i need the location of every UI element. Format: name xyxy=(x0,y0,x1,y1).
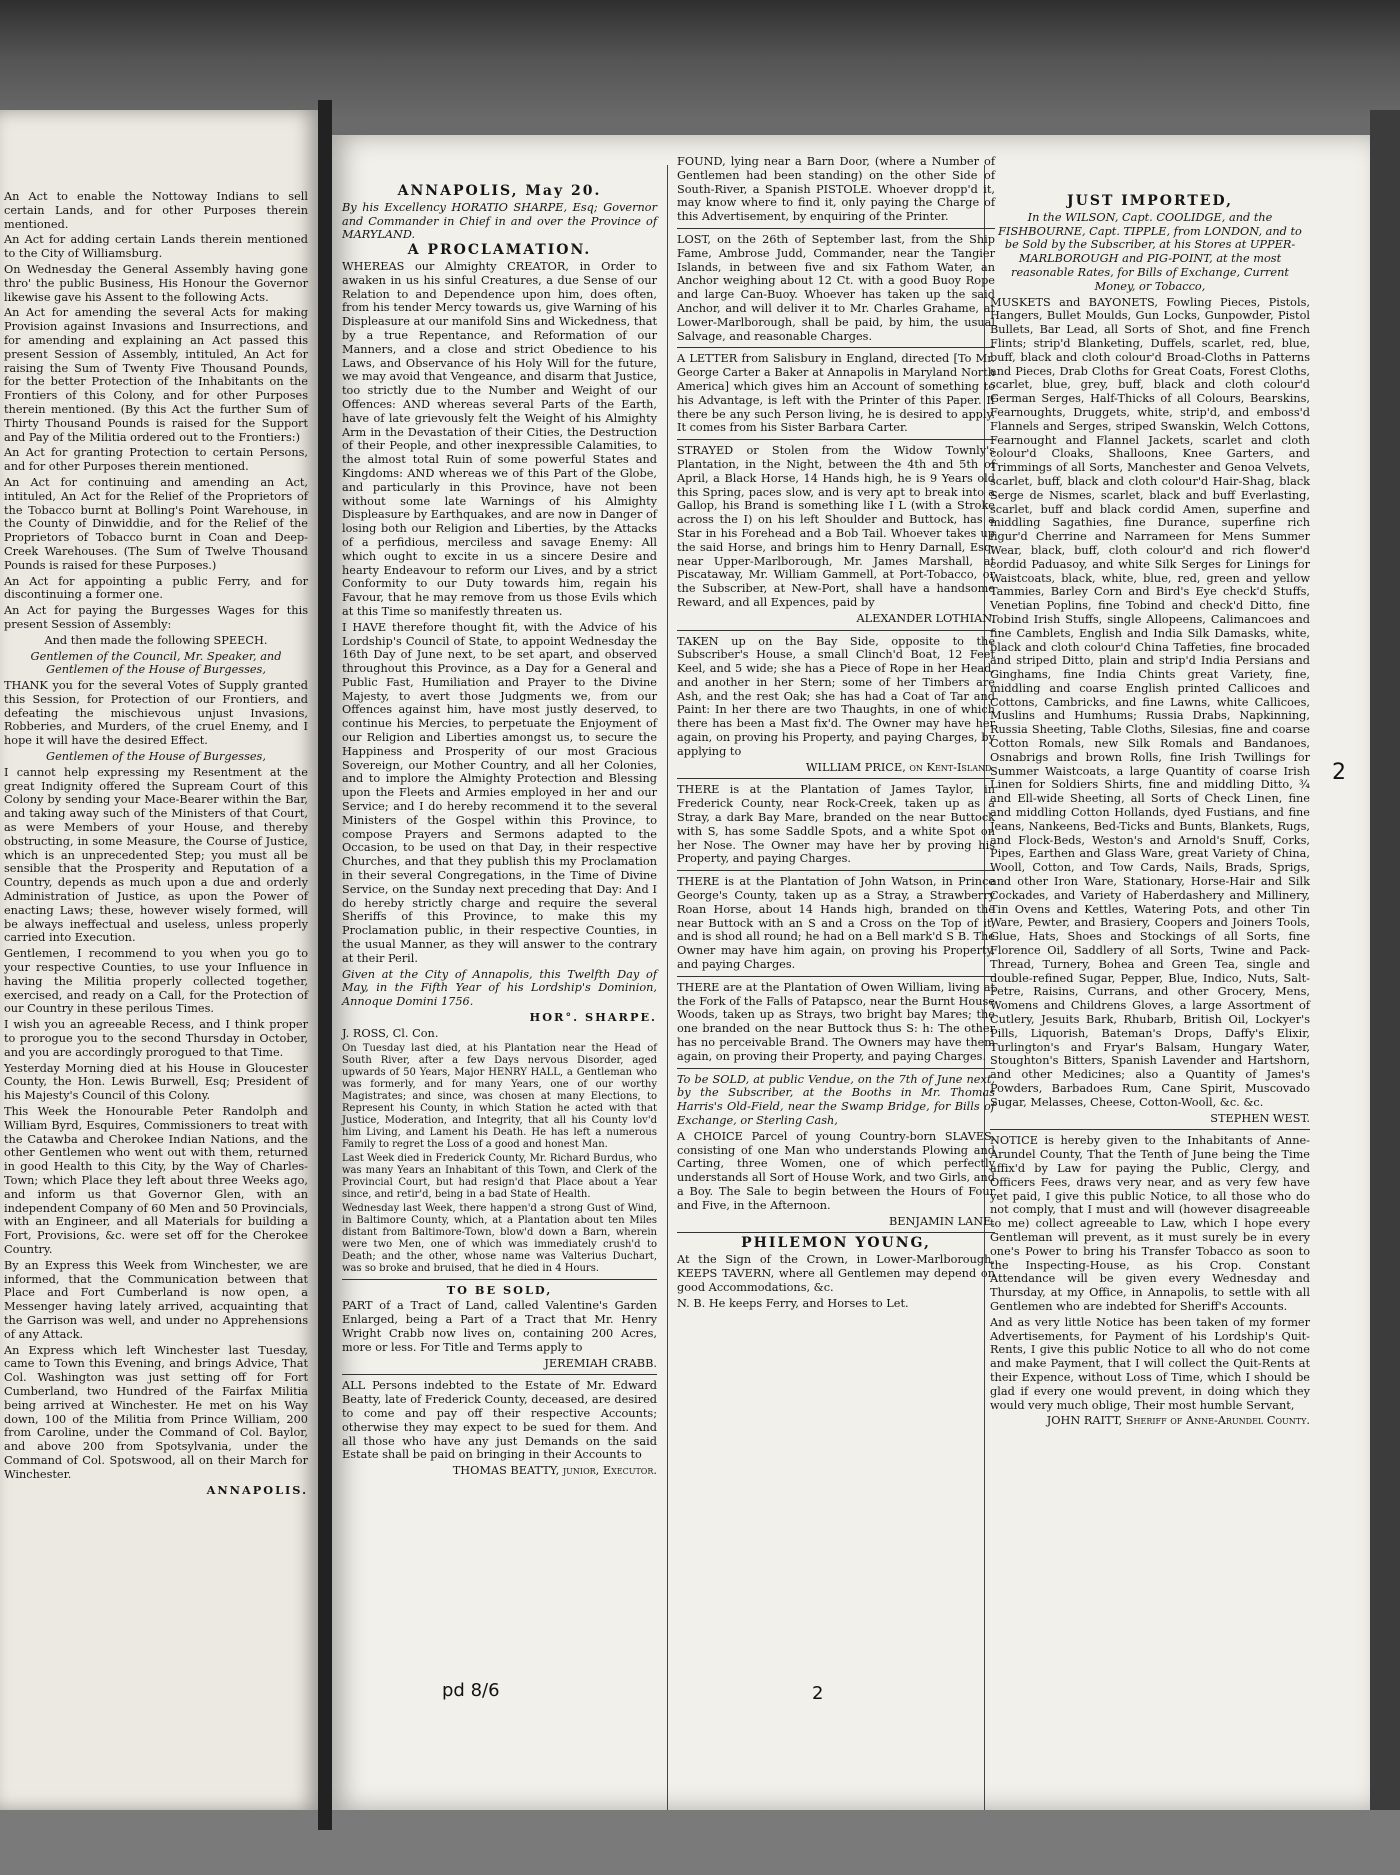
divider xyxy=(677,347,995,348)
news-paragraph: Last Week died in Frederick County, Mr. Richard Burdus, who was many Years an Inhabitant of this Town, and Clerk of the Provincial Court, but had resign'd that Place about a Year since, and retir'd, being in a bad State of Health. xyxy=(342,1152,657,1200)
proclamation-heading: A PROCLAMATION. xyxy=(407,242,592,259)
imports-heading: JUST IMPORTED, xyxy=(1067,193,1233,209)
divider xyxy=(677,976,995,977)
divider xyxy=(677,630,995,631)
divider xyxy=(677,1232,995,1233)
divider xyxy=(677,870,995,871)
speech-paragraph: THANK you for the several Votes of Supply granted this Session, for Protection of our Frontiers, and defeating the mischievous unjust Invasions, Robberies, and Murders, of the cruel Enemy, and I hope it will have the desired Effect. xyxy=(4,679,308,748)
estate-signature: THOMAS BEATTY, junior, Executor. xyxy=(452,1464,657,1478)
tavern-note: N. B. He keeps Ferry, and Horses to Let. xyxy=(677,1296,909,1310)
sale-signature: JEREMIAH CRABB. xyxy=(544,1356,657,1370)
act-paragraph: An Act for appointing a public Ferry, and for discontinuing a former one. xyxy=(4,574,308,602)
act-paragraph: An Act for granting Protection to certain Persons, and for other Purposes therein mentioned. xyxy=(4,446,308,474)
tavern-name: PHILEMON YOUNG, xyxy=(741,1235,931,1252)
clerk-line: J. ROSS, Cl. Con. xyxy=(342,1026,439,1040)
ad-found: FOUND, lying near a Barn Door, (where a Number of Gentlemen had been standing) on the other Side of South-River, a Spanish PISTOLE. Whoever dropp'd it, may know where to find it, only paying the Charge of this Advertisement, by enquiring of the Printer. xyxy=(677,155,995,224)
speech-paragraph: I wish you an agreeable Recess, and I think proper to prorogue you to the second Thursday in October, and you are accordingly prorogued to that Time. xyxy=(4,1018,308,1059)
ad-signature: WILLIAM PRICE, on Kent-Island. xyxy=(805,760,995,774)
act-paragraph: An Act for amending the several Acts for making Provision against Invasions and Insurrections, and for amending and explaining an Act passed this present Session of Assembly, intituled, An Act for raising the Sum of Twenty Five Thousand Pounds, for the better Protection of the Inhabitants on the Frontiers of this Colony, and for other Purposes therein mentioned. (By this Act the further Sum of Thirty Thousand Pounds is raised for the Support and Pay of the Militia ordered out to the Frontiers:) xyxy=(4,306,308,444)
ad-stray: THERE is at the Plantation of James Taylor, in Frederick County, near Rock-Creek, taken up as a Stray, a dark Bay Mare, branded on the near Buttock with S, has some Saddle Spots, and a white Spot on her Nose. The Owner may have her by proving his Property, and paying Charges. xyxy=(677,783,995,866)
news-paragraph: Yesterday Morning died at his House in Gloucester County, the Hon. Lewis Burwell, Esq; President of his Majesty's Council of this Colony. xyxy=(4,1061,308,1103)
divider xyxy=(677,1068,995,1069)
ad-lost: LOST, on the 26th of September last, from the Ship Fame, Ambrose Judd, Commander, near the Tangier Islands, in between five and six Fathom Water, an Anchor weighing about 12 Ct. with a good Buoy Rope and large Can-Buoy. Whoever has taken up the said Anchor, and will deliver it to Mr. Charles Grahame, at Lower-Marlborough, shall be paid, by him, the usual Salvage, and reasonable Charges. xyxy=(677,232,995,343)
proclamation-column xyxy=(342,185,657,1480)
estate-notice: ALL Persons indebted to the Estate of Mr. Edward Beatty, late of Frederick County, deceased, are desired to come and pay off their respective Accounts; otherwise they may expect to be sued for them. And all those who have any just Demands on the said Estate shall be paid on bringing in their Accounts to xyxy=(342,1379,657,1462)
handwritten-mark: 2 xyxy=(812,1683,824,1704)
divider xyxy=(342,1279,657,1280)
left-page xyxy=(0,110,318,1810)
news-paragraph: Wednesday last Week, there happen'd a strong Gust of Wind, in Baltimore County, which, at a Plantation about ten Miles distant from Baltimore-Town, blow'd down a Barn, wherein were two Men, one of which was immediately crush'd to Death; and the other, whose name was Valterius Duchart, was so broke and bruised, that he died in 4 Hours. xyxy=(342,1202,657,1274)
act-paragraph: On Wednesday the General Assembly having gone thro' the public Business, His Honour the Governor likewise gave his Assent to the following Acts. xyxy=(4,262,308,304)
speech-paragraph: I cannot help expressing my Resentment at the great Indignity offered the Supream Court of this Colony by sending your Mace-Bearer within the Bar, and taking away such of the Ministers of that Court, as were Members of your House, and thereby obstructing, in some Measure, the Course of Justice, which is an unprecedented Step; you must all be sensible that the Prosperity and Reputation of a Country, depends as much upon a due and orderly Administration of Justice, as upon the Power of enacting Laws; these, however wisely formed, will be always ineffectual and useless, unless properly carried into Execution. xyxy=(4,765,308,945)
sheriff-notice: And as very little Notice has been taken of my former Advertisements, for Payment of his Lordship's Quit-Rents, I give this public Notice to all who do not come and make Payment, that I will collect the Quit-Rents at their Expence, without Loss of Time, which I should be glad if every one would prevent, in doing which they would very much oblige, Their most humble Servant, xyxy=(990,1315,1310,1412)
byline: By his Excellency HORATIO SHARPE, Esq; Governor and Commander in Chief in and over the Province of MARYLAND. xyxy=(342,200,657,242)
divider xyxy=(677,228,995,229)
imports-intro: In the WILSON, Capt. COOLIDGE, and the FISHBOURNE, Capt. TIPPLE, from LONDON, and to be Sold by the Subscriber, at his Stores at UPPER-MARLBOROUGH and PIG-POINT, at the most reasonable Rates, for Bills of Exchange, Current Money, or Tobacco, xyxy=(998,210,1302,293)
news-paragraph: An Express which left Winchester last Tuesday, came to Town this Evening, and brings Advice, That Col. Washington was just setting off for Fort Cumberland, two Hundred of the Fairfax Militia being arrived at Winchester. He met on his Way down, 100 of the Militia from Prince William, 200 from Caroline, under the Command of Col. Baylor, and above 200 from Spotsylvania, under the Command of Col. Spotswood, all on their March for Winchester. xyxy=(4,1343,308,1481)
imports-goods: MUSKETS and BAYONETS, Fowling Pieces, Pistols, Hangers, Bullet Moulds, Gun Locks, Gunpowder, Pistol Bullets, Bar Lead, all Sorts of Shot, and fine French Flints; strip'd Blanketing, Duffels, scarlet, red, blue, buff, black and cloth colour'd Broad-Cloths in Patterns and Pieces, Drab Cloths for Great Coats, Forest Cloths, scarlet, blue, grey, buff, black and cloth colour'd German Serges, Half-Thicks of all Colours, Bearskins, Fearnoughts, Druggets, white, strip'd, and emboss'd Flannels and Serges, striped Swanskin, Welch Cottons, Fearnought and Flannel Jackets, scarlet and cloth colour'd Cloaks, Shalloons, Knee Garters, and Trimmings of all Sorts, Manchester and Genoa Velvets, scarlet, buff, black and cloth colour'd Hair-Shag, black Serge de Nismes, scarlet, black and buff Everlasting, scarlet, buff and black cordid Amen, superfine and middling Sagathies, fine Durance, superfine rich figur'd Cherrine and Narrameen for Mens Summer Wear, black, buff, cloth colour'd and rich flower'd cordid Paduasoy, and white Silk Serges for Linings for Waistcoats, black, white, blue, red, green and yellow Tammies, Barley Corn and Bird's Eye check'd Stuffs, Venetian Poplins, fine Tobind and check'd Ditto, fine Tobind Irish Stuffs, single Allopeens, Calimancoes and fine Camblets, English and India Silk Damasks, white, black and cloth colour'd China Taffeties, fine brocaded and striped Ditto, plain and strip'd India Persians and Ginghams, fine India Chints great Variety, fine, middling and coarse English printed Callicoes and Cottons, Cambricks, and fine Lawns, white Callicoes, Muslins and Humhums; Russia Drabs, Napkinning, Russia Sheeting, Table Cloths, Silesias, fine and coarse Cotton Romals, new Silk Romals and Bandanoes, Osnabrigs and brown Rolls, fine Irish Twillings for Summer Waistcoats, a large Quantity of coarse Irish Linen for Soldiers Shirts, fine and middling Ditto, ¾ and Ell-wide Sheeting, all Sorts of Check Linen, fine and middling Cotton Hollands, dyed Fustians, and fine Jeans, Nankeens, Bed-Ticks and Bunts, Blankets, Rugs, and Flock-Beds, Weston's and Arnold's Snuff, Corks, Pipes, Earthen and Glass Ware, great Variety of China, Wooll, Cotton, and Tow Cards, Nails, Brads, Sprigs, and other Iron Ware, Stationary, Horse-Hair and Silk Cockades, and Variety of Haberdashery and Millinery, Tin Ovens and Kettles, Watering Pots, and other Tin Ware, Pewter, and Brasiery, Coopers and Joiners Tools, Glue, Hats, Shoes and Stockings of all Sorts, fine Florence Oil, Saddlery of all Sorts, Twine and Pack-Thread, Turnery, Bohea and Green Tea, single and double-refined Sugar, Pepper, Blue, Indico, Nuts, Salt-Petre, Raisins, Currans, and other Grocery, Mens, Womens and Childrens Gloves, a large Assortment of Cutlery, Jesuits Bark, Rhubarb, British Oil, Lockyer's Pills, Liquorish, Bateman's Drops, Daffy's Elixir, Turlington's and Fryar's Balsam, Hungary Water, Stoughton's Bitters, Spanish Lavender and Hartshorn, and other Medicines; also a Quantity of James's Powders, Barbadoes Rum, Cane Spirit, Muscovado Sugar, Melasses, Cheese, Cotton-Wooll, &c. &c. xyxy=(990,295,1310,1109)
ad-slaves: A CHOICE Parcel of young Country-born SLAVES, consisting of one Man who understands Plowing and Carting, three Women, one of which perfectly understands all Sort of House Work, and two Girls, and a Boy. The Sale to begin between the Hours of Four and Five, in the Afternoon. xyxy=(677,1129,995,1212)
handwritten-payment-note: pd 8/6 xyxy=(442,1680,500,1701)
news-paragraph: This Week the Honourable Peter Randolph and William Byrd, Esquires, Commissioners to treat with the Catawba and Cherokee Indian Nations, and the other Gentlemen who went out with them, returned in good Health to this City, by the Way of Charles-Town; which Place they left about three Weeks ago, and inform us that Governor Glen, with an independent Company of 60 Men and 50 Provincials, with an Engineer, and all Materials for building a Fort, Provisions, &c. were set off for the Cherokee Country. xyxy=(4,1105,308,1256)
advertisements-column xyxy=(677,155,995,1312)
act-paragraph: An Act for paying the Burgesses Wages for this present Session of Assembly: xyxy=(4,604,308,631)
sheriff-signature: JOHN RAITT, Sheriff of Anne-Arundel County. xyxy=(1046,1414,1310,1428)
speech-paragraph: Gentlemen, I recommend to you when you go to your respective Counties, to use your Influence in having the Militia properly collected together, exercised, and ready on a Call, for the Protection of our Country in these perilous Times. xyxy=(4,947,308,1016)
act-paragraph: An Act for adding certain Lands therein mentioned to the City of Williamsburg. xyxy=(4,233,308,261)
ad-signature: ALEXANDER LOTHIAN. xyxy=(856,611,995,625)
dateline: ANNAPOLIS, May 20. xyxy=(397,183,602,199)
act-paragraph: An Act to enable the Nottoway Indians to sell certain Lands, and for other Purposes therein mentioned. xyxy=(4,190,308,231)
handwritten-page-number: 2 xyxy=(1332,760,1346,785)
proclamation-body: I HAVE therefore thought fit, with the Advice of his Lordship's Council of State, to appoint Wednesday the 16th Day of June next, to be set apart, and observed throughout this Province, as a Day for a General and Public Fast, Humiliation and Prayer to the Divine Majesty, to avert those Judgments we, from our Offences against him, have most justly deserved, to continue his Mercies, to perpetuate the Enjoyment of our Religion and Liberties amongst us, to secure the Happiness and Prosperity of our most Gracious Sovereign, our Mother Country, and all her Colonies, and to implore the Almighty Protection and Blessing upon the Fleets and Armies employed in her and our Service; and I do hereby recommend it to the several Ministers of the Gospel within this Province, to compose Prayers and Sermons adapted to the Occasion, to be used on that Day, in their respective Churches, and that they publish this my Proclamation in their several Congregations, in the Time of Divine Service, on the Sunday next preceding that Day: And I do hereby strictly charge and require the several Sheriffs of this Province, to make this my Proclamation public, in their respective Counties, in the usual Manner, as they will answer to the contrary at their Peril. xyxy=(342,620,657,965)
act-paragraph: An Act for continuing and amending an Act, intituled, An Act for the Relief of the Proprietors of the Tobacco burnt at Bolling's Point Warehouse, in the County of Dinwiddie, and for the Relief of the Proprietors of Tobacco burnt in Coan and Deep-Creek Warehouses. (The Sum of Twelve Thousand Pounds is raised for these Purposes.) xyxy=(4,475,308,572)
speech-intro: And then made the following SPEECH. xyxy=(44,633,268,647)
sheriff-notice: NOTICE is hereby given to the Inhabitants of Anne-Arundel County, That the Tenth of June being the Time affix'd by Law for paying the Public, Clergy, and Officers Fees, draws very near, and as very few have yet paid, I give this public Notice, to all those who do not comply, that I must and will (however disagreeable to me) collect agreeable to Law, which I hope every Gentleman will prevent, as it must surely be in every one's Power to bring his Transfer Tobacco as soon to the Inspecting-House, as his Crop. Constant Attendance will be given every Wednesday and Thursday, at my Office, in Annapolis, to settle with all Gentlemen who are indebted for Sheriff's Accounts. xyxy=(990,1134,1310,1313)
ad-stray: THERE are at the Plantation of Owen William, living at the Fork of the Falls of Patapsco, near the Burnt House Woods, taken up as Strays, two bright bay Mares; the one branded on the near Buttock thus S: h: The other has no perceivable Brand. The Owners may have them again, on proving their Property, and paying Charges. xyxy=(677,980,995,1063)
proclamation-body: WHEREAS our Almighty CREATOR, in Order to awaken in us his sinful Creatures, a due Sense of our Relation to and Dependence upon him, does often, from his tender Mercy towards us, give Warning of his Displeasure at our manifold Sins and Wickedness, that by a true Repentance, and Reformation of our Manners, and a close and strict Obedience to his Laws, and Observance of his Holy Will for the future, we may avoid that Vengeance, and disarm that Justice, too strictly due to the Number and Weight of our Offences: AND whereas several Parts of the Earth, have of late grievously felt the Weight of his Almighty Arm in the Devastation of their Cities, the Destruction of their People, and other inexpressible Calamities, to the almost total Ruin of some powerful States and Kingdoms: AND whereas we of this Part of the Globe, and particularly in this Province, have not been without some late Warnings of his Almighty Displeasure by Earthquakes, and are now in Danger of losing both our Religion and Liberties, by the Attacks of a perfidious, merciless and savage Enemy: All which ought to excite in us a sincere Desire and hearty Endeavour to reform our Lives, and by a strict Conformity to our Duty towards him, regain his Favour, that he may remove from us those Evils which at this Time so manifestly threaten us. xyxy=(342,259,657,618)
divider xyxy=(342,1374,657,1375)
right-page xyxy=(332,135,1372,1810)
column-rule xyxy=(667,165,668,1810)
left-footer: ANNAPOLIS. xyxy=(206,1482,308,1497)
speech-salutation: Gentlemen of the Council, Mr. Speaker, and Gentlemen of the House of Burgesses, xyxy=(30,649,282,677)
news-paragraph: On Tuesday last died, at his Plantation near the Head of South River, after a few Days nervous Disorder, aged upwards of 50 Years, Major HENRY HALL, a Gentleman who was formerly, and for many Years, one of our worthy Magistrates; and since, was chosen at many Elections, to Represent his County, in which Station he acted with that Justice, Moderation, and Integrity, that all his County lov'd him Living, and Lament his Death. He has left a numerous Family to regret the Loss of a good and honest Man. xyxy=(342,1042,657,1150)
news-paragraph: By an Express this Week from Winchester, we are informed, that the Communication between that Place and Fort Cumberland is now open, a Messenger having lately arrived, acquainting that the Garrison was well, and under no Apprehensions of any Attack. xyxy=(4,1258,308,1341)
ad-taken: TAKEN up on the Bay Side, opposite to the Subscriber's House, a small Clinch'd Boat, 12 Feet Keel, and 5 wide; she has a Piece of Rope in her Head, and another in her Stern; some of her Timbers are Ash, and the rest Oak; she has had a Coat of Tar and Paint: In her there are two Thaughts, in one of which there has been a Mast fix'd. The Owner may have her again, on proving his Property, and paying Charges, by applying to xyxy=(677,634,995,758)
sale-heading: TO BE SOLD, xyxy=(446,1282,553,1297)
imports-signature: STEPHEN WEST. xyxy=(1210,1111,1310,1125)
divider xyxy=(677,778,995,779)
proclamation-signature: HOR°. SHARPE. xyxy=(529,1010,657,1025)
ad-vendue: To be SOLD, at public Vendue, on the 7th of June next, by the Subscriber, at the Booths in Mr. Thomas Harris's Old-Field, near the Swamp Bridge, for Bills of Exchange, or Sterling Cash, xyxy=(677,1072,995,1127)
divider xyxy=(677,439,995,440)
speech-salutation: Gentlemen of the House of Burgesses, xyxy=(46,750,266,764)
ad-signature: BENJAMIN LANE. xyxy=(888,1214,995,1228)
proclamation-given: Given at the City of Annapolis, this Twelfth Day of May, in the Fifth Year of his Lordship's Dominion, Annoque Domini 1756. xyxy=(342,967,657,1009)
ad-strayed: STRAYED or Stolen from the Widow Townly's Plantation, in the Night, between the 4th and 5th of April, a Black Horse, 14 Hands high, he is 9 Years old this Spring, paces slow, and is very apt to break into a Gallop, his Brand is something like I L (with a Stroke across the I) on his left Shoulder and Buttock, has a Star in his Forehead and a Bob Tail. Whoever takes up the said Horse, and brings him to Henry Darnall, Esq; near Upper-Marlborough, Mr. James Marshall, at Piscataway, Mr. William Gammell, at Port-Tobacco, or the Subscriber, at New-Port, shall have a handsome Reward, and all Expences, paid by xyxy=(677,444,995,609)
imports-column xyxy=(990,195,1310,1430)
page-edge-shadow xyxy=(1370,110,1400,1810)
tavern-body: At the Sign of the Crown, in Lower-Marlborough, KEEPS TAVERN, where all Gentlemen may depend on good Accommodations, &c. xyxy=(677,1253,995,1294)
divider xyxy=(990,1129,1310,1130)
ad-letter: A LETTER from Salisbury in England, directed [To Mr. George Carter a Baker at Annapolis in Maryland North America] which gives him an Account of something to his Advantage, is left with the Printer of this Paper. If there be any such Person living, he is desired to apply. It comes from his Sister Barbara Carter. xyxy=(677,352,995,435)
sale-body: PART of a Tract of Land, called Valentine's Garden Enlarged, being a Part of a Tract that Mr. Henry Wright Crabb now lives on, containing 200 Acres, more or less. For Title and Terms apply to xyxy=(342,1299,657,1354)
binding-gutter xyxy=(318,100,332,1830)
left-column xyxy=(4,190,308,1499)
ad-stray: THERE is at the Plantation of John Watson, in Prince George's County, taken up as a Stray, a Strawberry Roan Horse, about 14 Hands high, branded on the near Buttock with an S and a Cross on the Top of it, and is shod all round; he had on a Bell mark'd S B. The Owner may have him again, on proving his Property, and paying Charges. xyxy=(677,875,995,972)
